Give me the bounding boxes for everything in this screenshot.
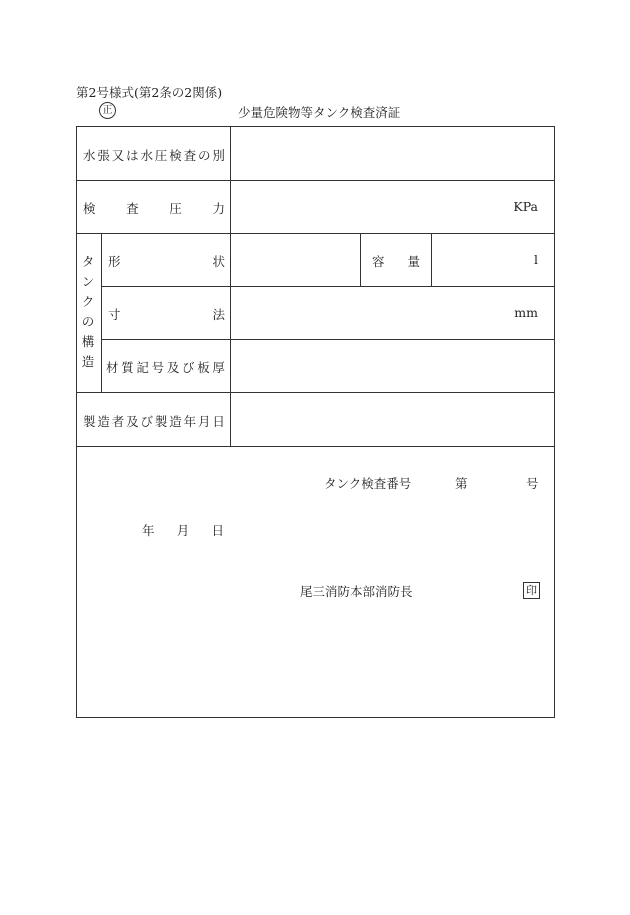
tank-structure-label: タンクの構造	[81, 254, 95, 369]
capacity-divider-right	[431, 233, 432, 286]
inspection-number-label: タンク検査番号	[324, 476, 412, 491]
shape-label: 形 状	[108, 254, 225, 269]
capacity-label: 容 量	[372, 254, 420, 269]
table-border-top	[76, 126, 555, 127]
table-border-bottom	[76, 717, 555, 718]
row-divider	[76, 233, 555, 234]
label-column-divider	[230, 126, 231, 446]
inspection-number-prefix: 第	[455, 476, 468, 491]
copy-mark-seal: 正	[99, 102, 116, 119]
inspection-type-label: 水 張 又 は 水 圧 検 査 の 別	[83, 148, 225, 163]
official-seal: 印	[523, 582, 540, 599]
row-divider	[76, 446, 555, 447]
capacity-divider-left	[360, 233, 361, 286]
inspection-number-suffix: 号	[526, 476, 539, 491]
pressure-label: 検 査 圧 力	[83, 201, 225, 216]
row-divider	[76, 180, 555, 181]
pressure-unit: KPa	[513, 199, 538, 214]
form-number: 第2号様式(第2条の2関係)	[76, 85, 223, 100]
table-border-left	[76, 126, 77, 718]
structure-group-divider	[101, 233, 102, 392]
issuer-name: 尾三消防本部消防長	[300, 584, 413, 599]
material-label: 材 質 記 号 及 び 板 厚	[106, 360, 225, 375]
manufacturer-label: 製 造 者 及 び 製 造 年 月 日	[83, 414, 225, 429]
capacity-unit: l	[534, 252, 538, 267]
dimensions-unit: mm	[514, 305, 538, 320]
row-divider	[101, 339, 555, 340]
row-divider	[76, 392, 555, 393]
document-title: 少量危険物等タンク検査済証	[238, 105, 401, 120]
row-divider	[101, 286, 555, 287]
table-border-right	[554, 126, 555, 718]
dimensions-label: 寸 法	[108, 307, 225, 322]
issue-date: 年 月 日	[142, 523, 224, 538]
